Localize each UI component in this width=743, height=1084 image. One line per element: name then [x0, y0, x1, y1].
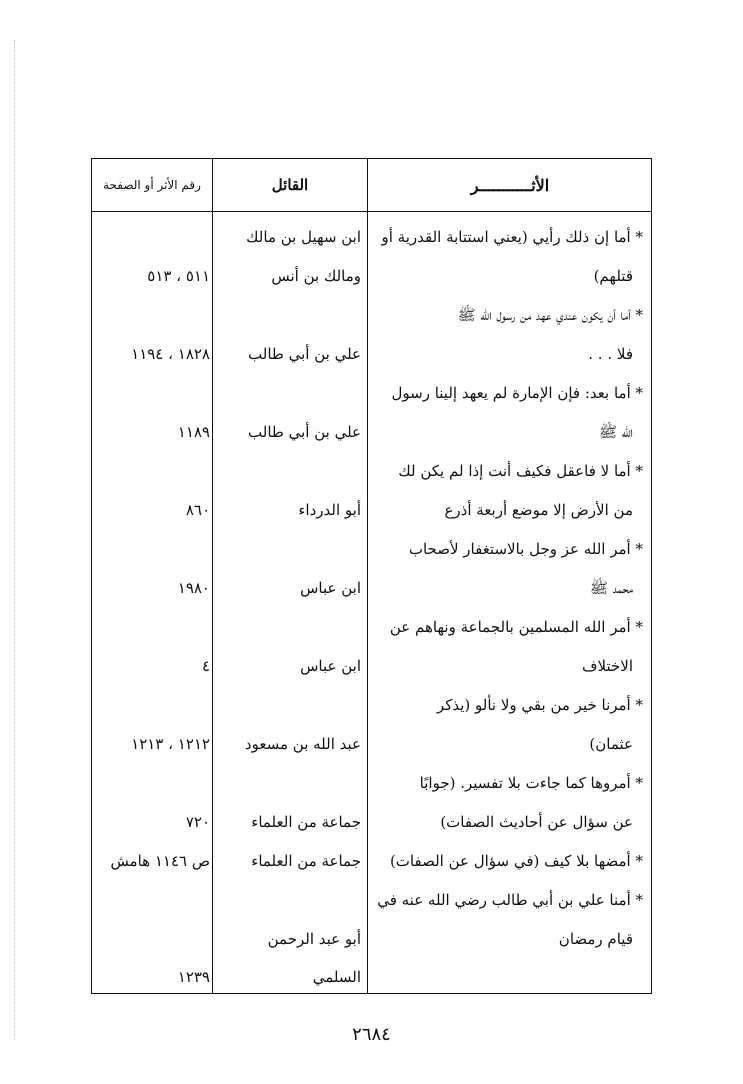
- athar-line: * أمر الله المسلمين بالجماعة ونهاهم عن: [389, 618, 643, 636]
- sayer-line: علي بن أبي طالب: [248, 423, 361, 441]
- athar-line: * أما لا فاعقل فكيف أنت إذا لم يكن لك: [398, 462, 643, 480]
- sayer-line: أبو عبد الرحمن: [267, 930, 361, 948]
- athar-line: * أمضها بلا كيف (في سؤال عن الصفات): [389, 852, 643, 870]
- ref-cell: ٨٦٠: [185, 501, 210, 519]
- athar-line: * أمر الله عز وجل بالاستغفار لأصحاب: [408, 540, 643, 558]
- page-edge-dots: [14, 40, 15, 1040]
- sayer-line: جماعة من العلماء: [251, 813, 361, 831]
- ref-cell: ١٢٣٩: [177, 968, 210, 986]
- sayer-line: ومالك بن أنس: [271, 267, 361, 285]
- athar-line: * أما إن ذلك رأيي (يعني استتابة القدرية أو: [381, 228, 643, 246]
- ref-cell: ٥١١ ، ٥١٣: [147, 267, 210, 285]
- athar-line: الله ﷺ: [598, 423, 633, 441]
- athar-line: * أمرنا خير من بقي ولا نألو (يذكر: [436, 696, 643, 714]
- sayer-line: السلمي: [312, 968, 361, 986]
- athar-line: فلا . . .: [588, 345, 633, 363]
- ref-cell: ١٢١٢ ، ١٢١٣: [131, 735, 210, 753]
- index-table: [91, 158, 652, 994]
- athar-line: عن سؤال عن أحاديث الصفات): [440, 813, 633, 831]
- header-sayer: القائل: [271, 176, 309, 194]
- sayer-line: عبد الله بن مسعود: [244, 735, 361, 753]
- table-header: [92, 159, 651, 212]
- ref-cell: ٤: [201, 657, 210, 675]
- column-divider-ref: [212, 159, 213, 993]
- athar-line: عثمان): [589, 735, 633, 753]
- header-athar: الأثـــــــــــر: [470, 175, 550, 195]
- ref-cell: ١١٨٩: [177, 423, 210, 441]
- header-ref: رقم الأثر أو الصفحة: [103, 178, 201, 192]
- sayer-line: علي بن أبي طالب: [248, 345, 361, 363]
- sayer-line: ابن عباس: [300, 657, 361, 675]
- ref-cell: ١٨٢٨ ، ١١٩٤: [131, 345, 210, 363]
- athar-line: محمد ﷺ: [589, 579, 633, 597]
- athar-line: قيام رمضان: [558, 930, 633, 948]
- sayer-line: ابن سهيل بن مالك: [246, 228, 361, 246]
- athar-line: * أمنا علي بن أبي طالب رضي الله عنه في: [377, 891, 643, 909]
- athar-line: * أما بعد: فإن الإمارة لم يعهد إلينا رسول: [391, 384, 643, 402]
- sayer-line: ابن عباس: [300, 579, 361, 597]
- athar-line: * أما أن يكون عندي عهد من رسول الله ﷺ: [457, 306, 643, 324]
- athar-line: من الأرض إلا موضع أربعة أذرع: [444, 501, 633, 519]
- sayer-line: أبو الدرداء: [298, 501, 361, 519]
- athar-line: * أمروها كما جاءت بلا تفسير. (جوابًا: [419, 774, 643, 792]
- ref-cell: ١٩٨٠: [177, 579, 210, 597]
- sayer-line: جماعة من العلماء: [251, 852, 361, 870]
- ref-cell: ص ١١٤٦ هامش: [110, 852, 210, 870]
- ref-cell: ٧٢٠: [185, 813, 210, 831]
- athar-line: قتلهم): [593, 267, 633, 285]
- page-number: ٢٦٨٤: [352, 1024, 391, 1045]
- athar-line: الاختلاف: [581, 657, 633, 675]
